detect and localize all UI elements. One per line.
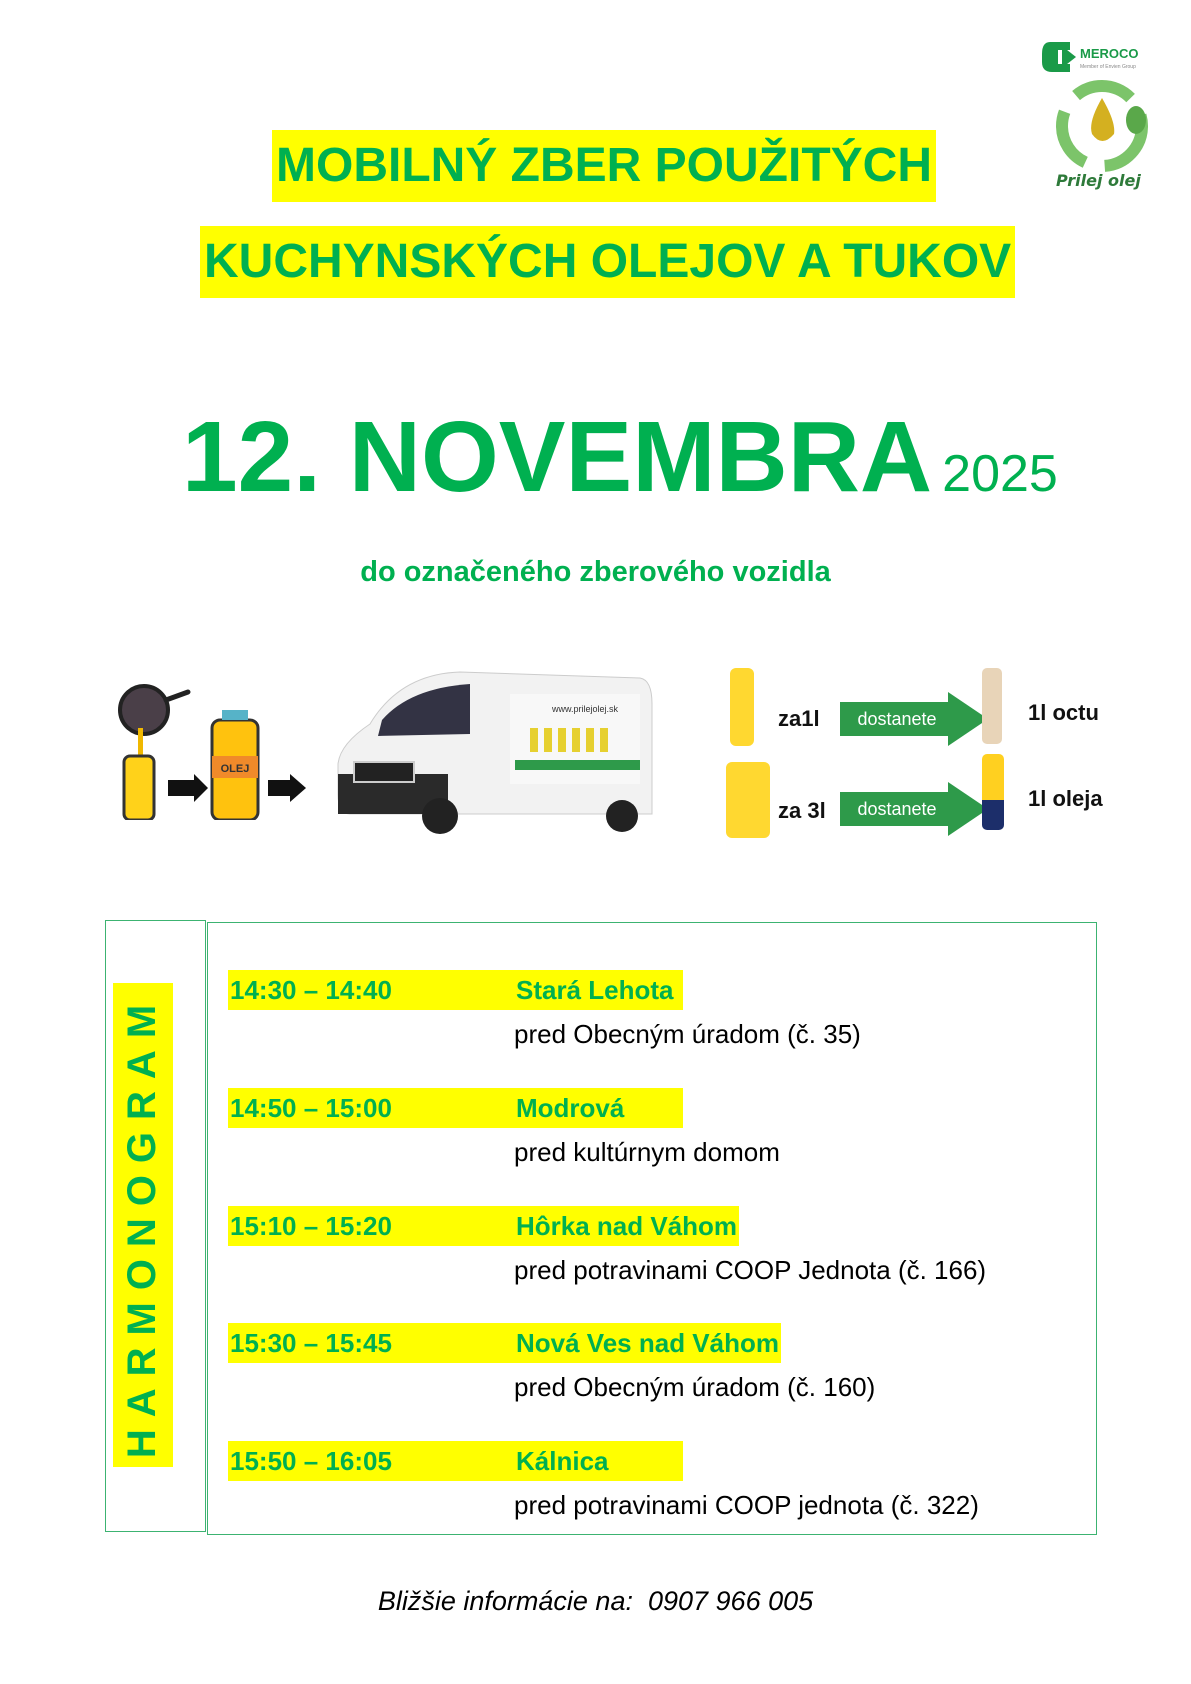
van-website: www.prilejolej.sk [552,704,619,714]
stop-address: pred potravinami COOP jednota (č. 322) [514,1490,979,1520]
oil-bottle-icon [730,668,754,746]
date-day-month: 12. NOVEMBRA [182,401,933,513]
title-line-2: KUCHYNSKÝCH OLEJOV A TUKOV [200,226,1015,298]
stop-place: Modrová [514,1088,626,1128]
stop-place: Hôrka nad Váhom [514,1206,739,1246]
stop-time: 15:30 – 15:45 [228,1323,683,1363]
svg-text:Member of Envien Group: Member of Envien Group [1080,64,1136,70]
stop-time: 14:50 – 15:00 [228,1088,683,1128]
stop-place: Stará Lehota [514,970,676,1010]
stop-place: Nová Ves nad Váhom [514,1323,781,1363]
arrow-label: dostanete [840,702,950,736]
exchange-row-1 [726,664,1176,754]
vinegar-bottle-icon [982,668,1002,744]
schedule-row [228,1088,1088,1188]
contact-info: Bližšie informácie na: 0907 966 005 [377,1586,814,1616]
give-label: za1l [778,706,820,731]
give-label: za 3l [778,798,826,823]
arrow-icon [840,692,990,744]
stop-address: pred potravinami COOP Jednota (č. 166) [514,1255,987,1285]
svg-text:Prilej olej: Prilej olej [1056,171,1141,190]
arrow-label: dostanete [840,792,950,826]
stop-address: pred kultúrnym domom [514,1137,780,1167]
schedule-label [113,983,173,1467]
arrow-icon [840,782,990,834]
schedule-label-text: HARMONOGRAM [120,992,165,1458]
schedule-row [228,1441,1088,1541]
oil-bottles-icon [726,762,770,838]
sunflower-oil-bottle-icon [982,754,1004,830]
schedule-row [228,1206,1088,1306]
subtitle: do označeného zberového vozidla [360,556,831,588]
stop-time: 15:50 – 16:05 [228,1441,683,1481]
stop-time: 14:30 – 14:40 [228,970,683,1010]
schedule-row [228,1323,1088,1423]
collection-van-image [330,664,660,844]
schedule-row [228,970,1088,1070]
stop-time: 15:10 – 15:20 [228,1206,683,1246]
date-year: 2025 [942,445,1058,503]
get-label: 1l oleja [1028,786,1103,811]
get-label: 1l octu [1028,700,1099,725]
svg-text:MEROCO: MEROCO [1080,46,1139,61]
stop-place: Kálnica [514,1441,611,1481]
stop-address: pred Obecným úradom (č. 160) [514,1372,876,1402]
meroco-logo [1040,36,1170,196]
oil-pouring-illustration [108,680,308,820]
stop-address: pred Obecným úradom (č. 35) [514,1019,861,1049]
exchange-row-2 [726,754,1176,844]
bottle-label: OLEJ [220,763,250,775]
event-date [182,400,1058,515]
title-line-1: MOBILNÝ ZBER POUŽITÝCH [272,130,936,202]
